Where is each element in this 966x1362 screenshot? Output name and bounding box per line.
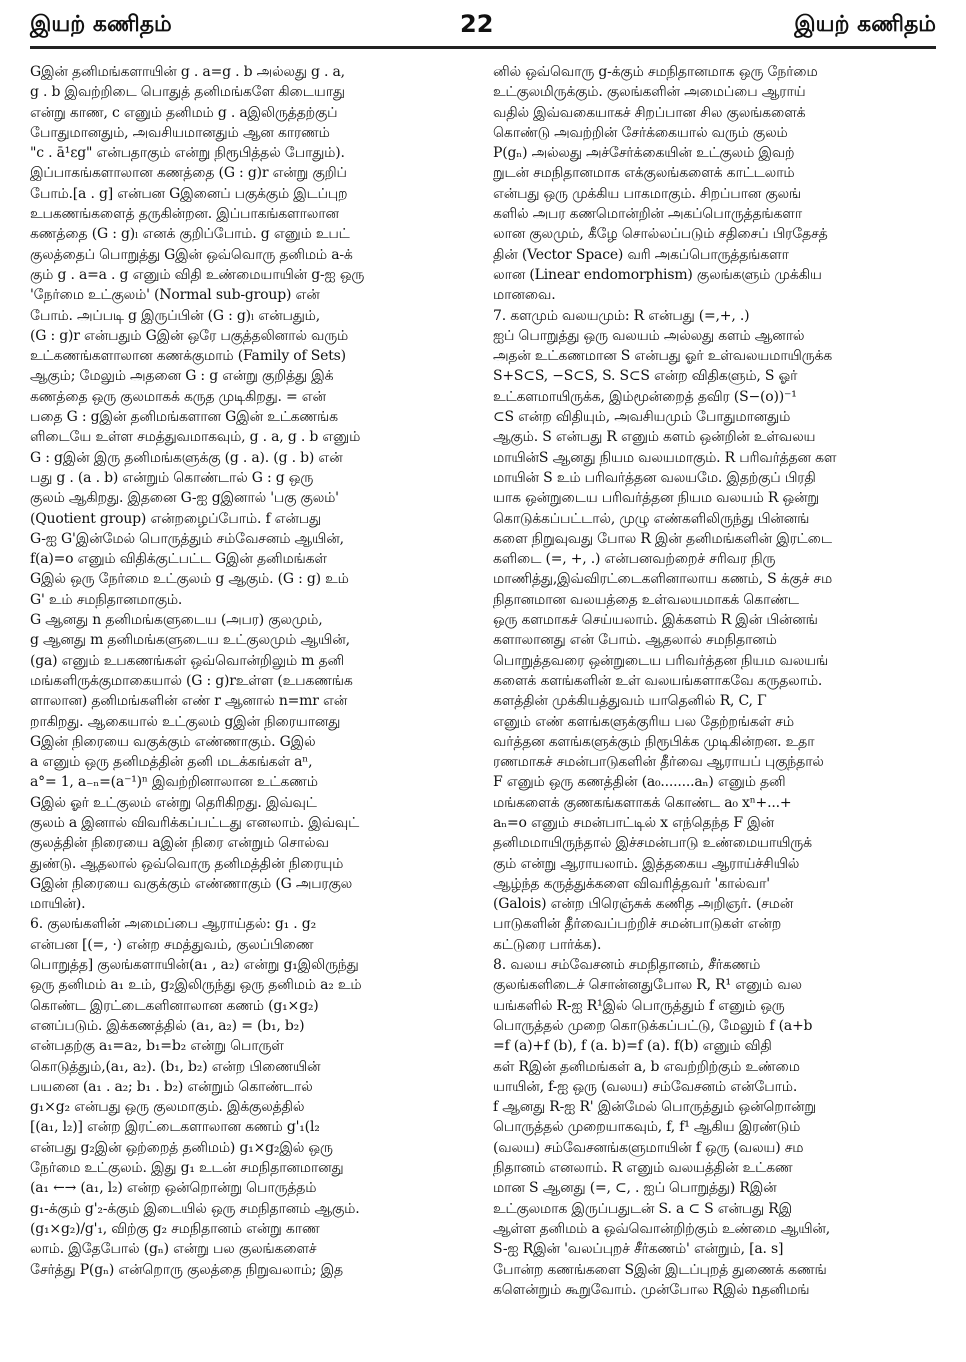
text-line: எனப்படும். இக்கணத்தில் (a₁, a₂) = (b₁, b₂) — [30, 1017, 305, 1034]
text-line: 8. வலய சம்வேசனம் சமநிதானம், சீர்கணம் — [493, 957, 761, 974]
text-line: (Galois) என்ற பிரெஞ்சுக் கணித அறிஞர். (சமன் — [493, 896, 794, 913]
text-line: கும் என்று ஆராயலாம். இத்தகைய ஆராய்ச்சியில் — [493, 855, 800, 872]
text-line: உட்குலமாக இருப்பதுடன் S. a ⊂ S என்பது Rஇ — [493, 1200, 793, 1217]
text-line: மாயின் S உம் பரிவர்த்தன வலயமே. இதற்குப் பிரதி — [493, 469, 816, 486]
text-line: என்பது ஒரு முக்கிய பாகமாகும். சிறப்பான குலங் — [493, 185, 801, 202]
text-line: P(gₙ) அல்லது அச்சேர்க்கையின் உட்குலம் இவற் — [493, 145, 795, 162]
text-line: றுடன் சமநிதானமாக எக்குலங்களைக் காட்டலாம் — [493, 165, 795, 182]
text-line: கட்டுரை பார்க்க). — [493, 936, 602, 953]
text-line: களைக் களங்களின் உள் வலயங்களாகவே கருதலாம். — [493, 672, 823, 689]
text-line: S-ஐ Rஇன் 'வலப்புறச் சீர்கணம்' என்றும், [a. s] — [493, 1241, 784, 1258]
text-line: g₁×g₂ என்பது ஒரு குலமாகும். இக்குலத்தில் — [30, 1099, 305, 1116]
text-line: மங்களிருக்குமாகையால் (G : g)rஉள்ள (உபகணங்க — [30, 672, 353, 689]
page-header — [0, 0, 966, 46]
text-line: மான S ஆனது (=, ⊂, . ஐப் பொறுத்து) Rஇன் — [493, 1180, 777, 1197]
text-line: Gஇன் நிரையை வகுக்கும் எண்ணாகும் (G அபரகுல — [30, 875, 353, 892]
text-line: G ஆனது n தனிமங்களுடைய (அபர) குலமும், — [30, 612, 323, 629]
text-line: களிடை (=, +, .) என்பனவற்றைச் சரிவர நிரு — [493, 551, 776, 568]
text-line: றாகிறது. ஆகையால் உட்குலம் gஇன் நிரையானது — [30, 713, 341, 730]
text-line: g₁-க்கும் g'₂-க்கும் இடையில் ஒரு சமநிதானம் ஆகும். — [30, 1200, 360, 1217]
text-line: கொடுக்கப்பட்டால், முழு எண்களிலிருந்து பின்னங் — [493, 510, 810, 527]
text-line: Gஇன் நிரையை வகுக்கும் எண்ணாகும். Gஇல் — [30, 733, 316, 750]
running-title-right: இயற் கணிதம் — [794, 12, 936, 37]
text-line: குலங்களிடைச் சொன்னதுபோல R, R¹ எனும் வல — [493, 977, 802, 994]
text-line: g . b இவற்றிடை பொதுத் தனிமங்களே கிடையாது — [30, 84, 345, 101]
text-line: ளாலான) தனிமங்களின் எண் r ஆனால் n=mr என் — [30, 693, 348, 710]
text-line: லான (Linear endomorphism) குலங்களும் முக்கிய — [493, 266, 822, 283]
text-line: (G : g)r என்பதும் Gஇன் ஒரே பகுத்தலினால் வரும் — [30, 327, 349, 344]
text-line: (a₁ ←→ (a₁, l₂) என்ற ஒன்றொன்று பொருத்தம் — [30, 1180, 317, 1197]
text-line: எனும் எண் களங்களுக்குரிய பல தேற்றங்கள் சம் — [493, 713, 794, 730]
text-line: ஆகும். S என்பது R எனும் களம் ஒன்றின் உள்வலய — [493, 429, 816, 446]
text-line: என்பது g₂இன் ஒற்றைத் தனிமம்) g₁×g₂இல் ஒரு — [30, 1139, 333, 1156]
text-line: a°= 1, a₋ₙ=(a⁻¹)ⁿ இவற்றினாலான உட்கணம் — [30, 774, 318, 791]
text-line: ⊂S என்ற விதியும், அவசியமும் போதுமானதும் — [493, 409, 791, 426]
text-line: g ஆனது m தனிமங்களுடைய உட்குலமும் ஆயின், — [30, 632, 350, 649]
text-line: (ga) எனும் உபகணங்கள் ஒவ்வொன்றிலும் m தனி — [30, 652, 345, 669]
text-line: பொருத்தல் முறையாகவும், f, f¹ ஆகிய இரண்டும் — [493, 1119, 801, 1136]
text-line: உட்குலமிருக்கும். குலங்களின் அமைப்பை ஆராய் — [493, 84, 806, 101]
text-line: ஐப் பொறுத்து ஒரு வலயம் அல்லது களம் ஆனால் — [493, 327, 805, 344]
text-line: களை நிறுவுவது போல R இன் தனிமங்களின் இரட்டை — [493, 530, 832, 547]
text-line: மாயின்S ஆனது நியம வலயமாகும். R பரிவர்த்தன கள — [493, 449, 837, 466]
text-line: Gஇன் தனிமங்களாயின் g . a=g . b அல்லது g . a, — [30, 64, 345, 80]
page-number: 22 — [460, 10, 494, 38]
text-line: லாம். இதேபோல் (gₙ) என்று பல குலங்களைச் — [30, 1241, 317, 1258]
text-line: மாணித்து,இவ்விரட்டைகளினாலாய கணம், S க்குச் சம — [493, 571, 833, 588]
text-line: போதுமானதும், அவசியமானதும் ஆன காரணம் — [30, 124, 330, 141]
text-line: S+S⊂S, −S⊂S, S. S⊂S என்ற விதிகளும், S ஓர் — [493, 368, 798, 385]
text-line: ஆழ்ந்த கருத்துக்களை விவரித்தவர் 'கால்வா' — [493, 875, 770, 892]
text-line: கும் g . a=a . g எனும் விதி உண்மையாயின் g-ஐ ஒரு — [30, 266, 365, 283]
text-line: தனிமமாயிருந்தால் இச்சமன்பாடு உண்மையாயிருக் — [493, 835, 812, 852]
text-line: போன்ற கணங்களை Sஇன் இடப்புறத் துணைக் கணங் — [493, 1261, 827, 1278]
text-line: குலம் ஆகிறது. இதனை G-ஐ gஇனால் 'பகு குலம்' — [30, 490, 339, 507]
text-line: [(a₁, l₂)] என்ற இரட்டைகளாலான கணம் g'₁(l₂ — [30, 1119, 320, 1136]
text-line: G-ஐ G'இன்மேல் பொருத்தும் சம்வேசனம் ஆயின், — [30, 530, 344, 547]
text-line: யங்களில் R-ஐ R¹இல் பொருத்தும் f எனும் ஒரு — [493, 997, 785, 1014]
text-line: கணத்தை (G : g)ₗ எனக் குறிப்போம். g எனும் உபட் — [30, 226, 350, 243]
text-line: a எனும் ஒரு தனிமத்தின் தனி மடக்கங்கள் aⁿ, — [30, 754, 313, 771]
text-line: வதில் இவ்வகையாகச் சிறப்பான சில குலங்களைக் — [493, 104, 806, 121]
text-line: கொண்ட இரட்டைகளினாலான கணம் (g₁×g₂) — [30, 997, 319, 1014]
text-line: f ஆனது R-ஐ R' இன்மேல் பொருத்தும் ஒன்றொன்று — [493, 1099, 816, 1116]
text-line: 'நேர்மை உட்குலம்' (Normal sub-group) என் — [30, 287, 320, 304]
text-line: தின் (Vector Space) வரி அகப்பொருத்தங்களா — [493, 246, 789, 263]
text-line: Gஇல் ஒரு நேர்மை உட்குலம் g ஆகும். (G : g) உம் — [30, 571, 349, 588]
text-line: லான குலமும், கீழே சொல்லப்படும் சதிசைப் பிரதேசத் — [493, 226, 828, 243]
text-line: "c . ā¹εg" என்பதாகும் என்று நிரூபித்தல் போதும்). — [30, 145, 345, 162]
text-line: பதை G : gஇன் தனிமங்களான Gஇன் உட்கணங்க — [30, 409, 338, 426]
text-line: aₙ=o எனும் சமன்பாட்டில் x எந்தெந்த F இன் — [493, 814, 774, 831]
text-line: f(a)=o எனும் விதிக்குட்பட்ட Gஇன் தனிமங்கள் — [30, 551, 327, 568]
text-line: மாயின்). — [30, 896, 86, 913]
text-line: மானவை. — [493, 287, 556, 304]
text-line: G : gஇன் இரு தனிமங்களுக்கு (g . a). (g . b) என் — [30, 449, 343, 466]
text-line: போம். அப்படி g இருப்பின் (G : g)ₗ என்பதும், — [30, 307, 320, 324]
text-line: உட்களமாயிருக்க, இம்மூன்றைத் தவிர (S−(o))⁻¹ — [493, 388, 797, 405]
text-line: குலத்தின் நிரையை aஇன் நிரை என்றும் சொல்வ — [30, 835, 329, 852]
text-line: ஒரு களமாகச் செய்யலாம். இக்களம் R இன் பின்னங் — [493, 612, 818, 629]
text-line: யாயின், f-ஐ ஒரு (வலய) சம்வேசனம் என்போம். — [493, 1078, 798, 1095]
text-line: ரணமாகச் சமன்பாடுகளின் தீர்வை ஆராயப் புகுந்தால் — [493, 754, 824, 771]
text-line: நிதானம் எனலாம். R எனும் வலயத்தின் உட்கண — [493, 1160, 793, 1177]
text-line: என்று காண, c எனும் தனிமம் g . aஇலிருத்தற்குப் — [30, 104, 338, 121]
text-line: ஆகும்; மேலும் அதனை G : g என்று குறித்து இக் — [30, 368, 334, 385]
text-line: பது g . (a . b) என்றும் கொண்டால் G : g ஒரு — [30, 469, 314, 486]
text-line: நேர்மை உட்குலம். இது g₁ உடன் சமநிதானமானது — [30, 1160, 344, 1177]
text-line: ளிடையே உள்ள சமத்துவமாகவும், g . a, g . b எனும் — [30, 429, 361, 446]
text-line: என்பதற்கு a₁=a₂, b₁=b₂ என்று பொருள் — [30, 1038, 284, 1055]
text-line: அதன் உட்கணமான S என்பது ஓர் உள்வலயமாயிருக்க — [493, 348, 832, 365]
text-line: பாடுகளின் தீர்வைப்பற்றிச் சமன்பாடுகள் என்ற — [493, 916, 782, 933]
text-line: Gஇல் ஓர் உட்குலம் என்று தெரிகிறது. இவ்வுட் — [30, 794, 317, 811]
text-line: சேர்த்து P(gₙ) என்றொரு குலத்தை நிறுவலாம்; இத — [30, 1261, 343, 1278]
text-line: (g₁×g₂)/g'₁, விற்கு g₂ சமநிதானம் என்று காண — [30, 1220, 320, 1237]
text-line: கொடுத்தும்,(a₁, a₂). (b₁, b₂) என்ற பிணையின் — [30, 1058, 321, 1075]
text-line: நிதானமான வலயத்தை உள்வலயமாகக் கொண்ட — [493, 591, 799, 608]
text-line: பொருத்தல் முறை கொடுக்கப்பட்டு, மேலும் f (a+b — [493, 1017, 813, 1034]
text-line: F எனும் ஒரு கணத்தின் (a₀........aₙ) எனும் தனி — [493, 774, 786, 791]
header-rule — [30, 46, 936, 49]
text-line: (Quotient group) என்றழைப்போம். f என்பது — [30, 510, 321, 527]
text-line: களாலானது என் போம். ஆதலால் சமநிதானம் — [493, 632, 777, 649]
text-line: கணத்தை ஒரு குலமாகக் கருத முடிகிறது. = என் — [30, 388, 326, 405]
text-line: உபகணங்களைத் தருகின்றன. இப்பாகங்களாலான — [30, 206, 339, 223]
text-line: என்பன [(=, ·) என்ற சமத்துவம், குலப்பிணை — [30, 936, 314, 953]
text-line: கொண்டு அவற்றின் சேர்க்கையால் வரும் குலம் — [493, 124, 788, 141]
text-line: ஆள்ள தனிமம் a ஒவ்வொன்றிற்கும் உண்மை ஆயின், — [493, 1220, 831, 1237]
text-line: களென்றும் கூறுவோம். முன்போல Rஇல் nதனிமங் — [493, 1281, 810, 1298]
text-line: யாக ஒன்றுடைய பரிவர்த்தன நியம வலயம் R ஒன்று — [493, 490, 819, 507]
text-line: களில் அபர கணமொன்றின் அகப்பொருத்தங்களா — [493, 206, 802, 223]
text-line: குலம் a இனால் விவரிக்கப்பட்டது எனலாம். இவ்வுட் — [30, 814, 360, 831]
text-line: உட்கணங்களாலான கணக்குமாம் (Family of Sets) — [30, 348, 346, 365]
text-line: னில் ஒவ்வொரு g-க்கும் சமநிதானமாக ஒரு நேர்மை — [493, 64, 818, 80]
text-line: 7. களமும் வலயமும்: R என்பது (=,+, .) — [493, 307, 750, 324]
text-line: பொறுத்தவரை ஒன்றுடைய பரிவர்த்தன நியம வலயங் — [493, 652, 829, 669]
running-title-left: இயற் கணிதம் — [30, 12, 172, 37]
text-line: களத்தின் முக்கியத்துவம் யாதெனில் R, C, Γ — [493, 693, 767, 710]
text-line: கள் Rஇன் தனிமங்கள் a, b எவற்றிற்கும் உண்மை — [493, 1058, 800, 1075]
left-column — [30, 62, 475, 1350]
text-line: 6. குலங்களின் அமைப்பை ஆராய்தல்: g₁ . g₂ — [30, 916, 316, 933]
text-line: துண்டு. ஆதலால் ஒவ்வொரு தனிமத்தின் நிரையும் — [30, 855, 344, 872]
text-line: போம்.[a . g] என்பன Gஇனைப் பகுக்கும் இடப்புற — [30, 185, 348, 202]
text-line: மங்களைக் குணகங்களாகக் கொண்ட a₀ xⁿ+...+ — [493, 794, 792, 811]
text-line: இப்பாகங்களாலான கணத்தை (G : g)r என்று குறிப் — [30, 165, 347, 182]
text-line: பயனை (a₁ . a₂; b₁ . b₂) என்றும் கொண்டால் — [30, 1078, 313, 1095]
text-line: குலத்தைப் பொறுத்து Gஇன் ஒவ்வொரு தனிமம் a-க் — [30, 246, 353, 263]
text-line: =f (a)+f (b), f (a. b)=f (a). f(b) எனும் விதி — [493, 1038, 772, 1055]
text-line: ஒரு தனிமம் a₁ உம், g₂இலிருந்து ஒரு தனிமம் a₂ உம் — [30, 977, 362, 994]
text-line: பொறுத்த] குலங்களாயின்(a₁ , a₂) என்று g₁இலிருந்து — [30, 957, 359, 974]
text-line: வர்த்தன களங்களுக்கும் நிரூபிக்க முடிகின்றன. உதா — [493, 733, 815, 750]
right-column — [493, 62, 938, 1350]
text-line: G' உம் சமநிதானமாகும். — [30, 591, 183, 608]
text-line: (வலய) சம்வேசனங்களுமாயின் f ஒரு (வலய) சம — [493, 1139, 804, 1156]
